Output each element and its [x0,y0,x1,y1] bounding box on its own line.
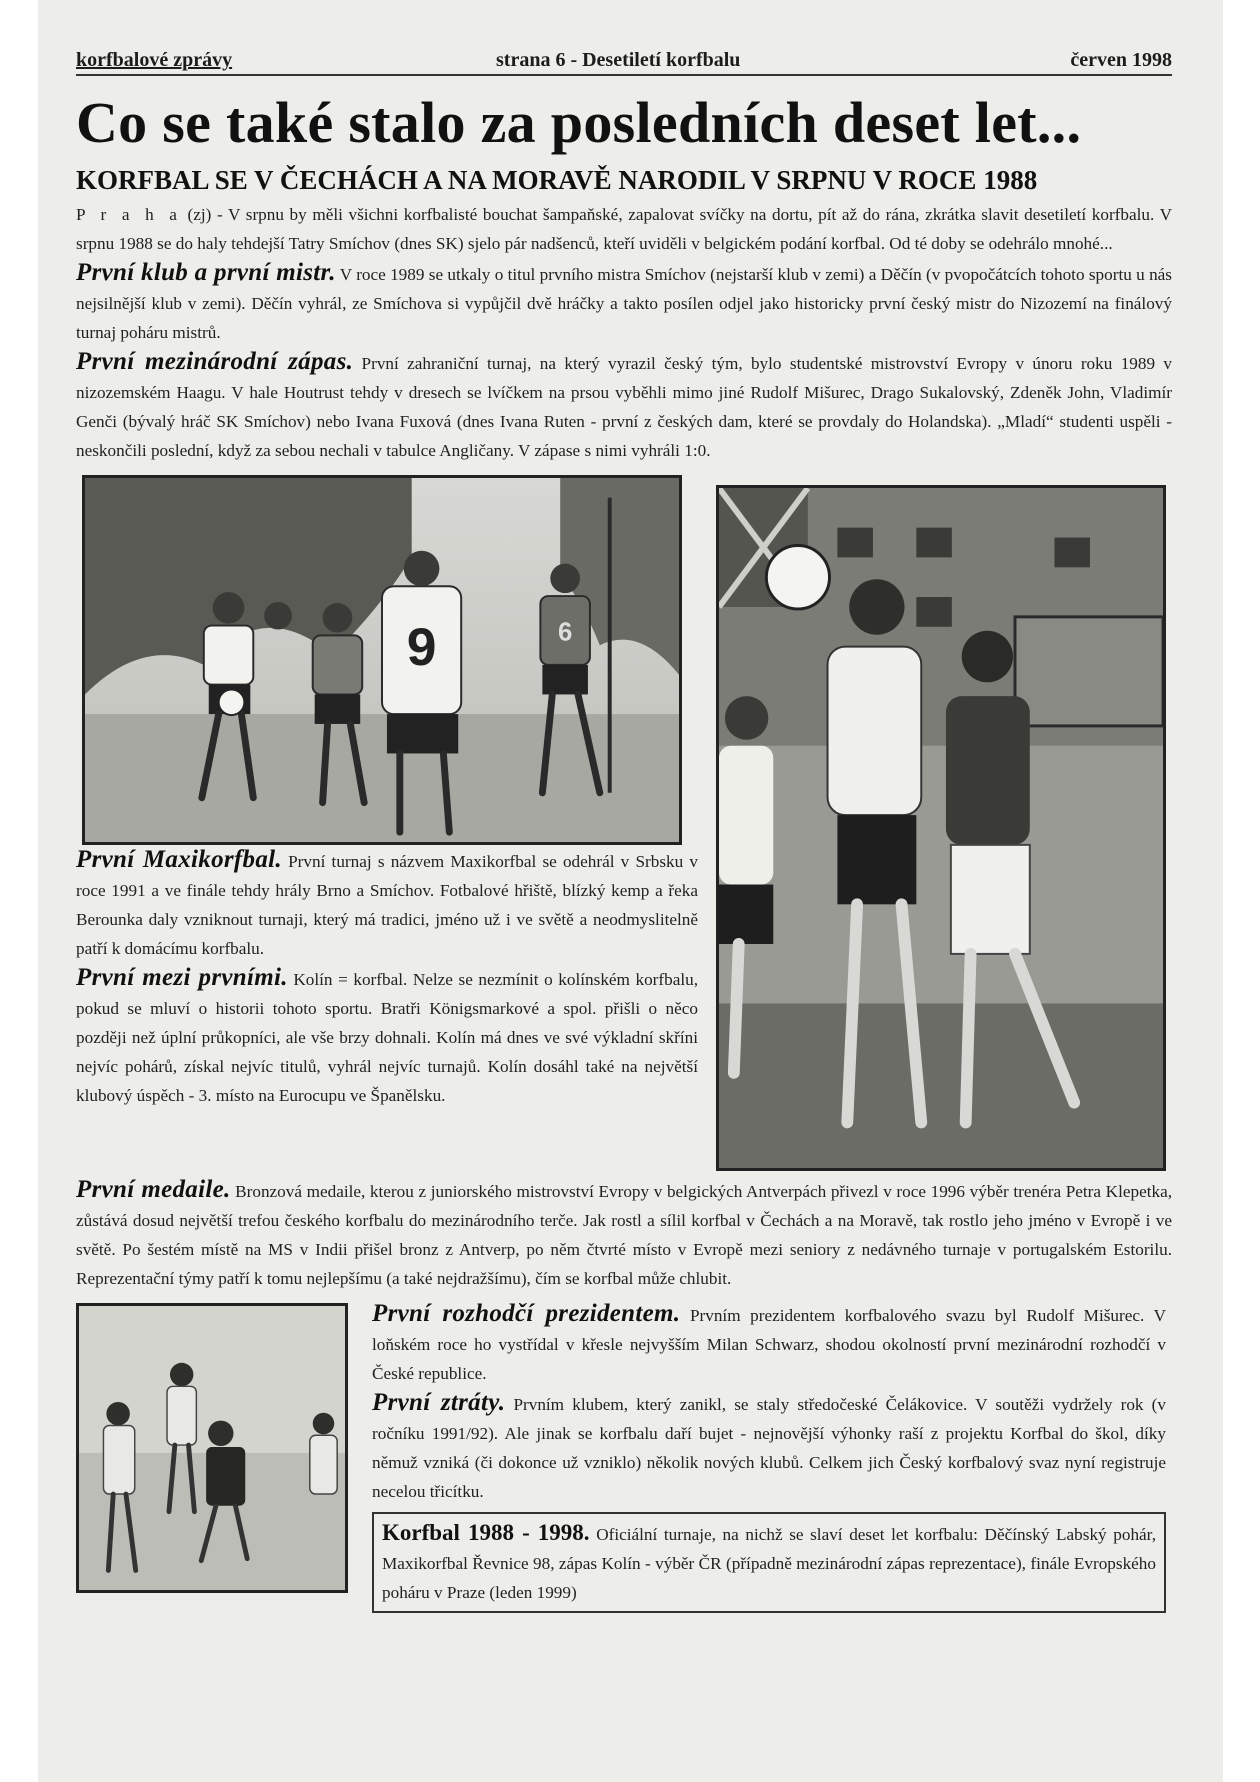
indoor-match-illustration [719,488,1163,1168]
newspaper-page [76,38,1173,1602]
byline: (zj) - [187,205,223,224]
section-first-international [76,347,1172,465]
section-first-losses [372,1388,1166,1506]
anniversary-box [372,1512,1166,1613]
jersey-number: 6 [557,618,573,647]
photo-row [76,475,1172,1175]
section-kicker: První mezinárodní zápas. [76,348,354,375]
section-first-maxikorfbal [76,845,698,963]
article-headline: Co se také stalo za posledních deset let... [76,90,1082,155]
section-first-referee-president [372,1299,1166,1388]
anniversary-box-text [382,1518,1156,1607]
section-text: V roce 1989 se utkaly o titul prvního mistra Smíchov (nejstarší klub v zemi) a Děčín (v pvopočátcích tohoto sportu u nás nejsilnější klub v zemi). Děčín vyhrál, ze Smíchova si vypůjčil dvě hráčky a takto posílen odjel jako historicky první český mistr do Nizozemí na finálový turnaj poháru mistrů. [76,265,1172,342]
section-text: Prvním prezidentem korfbalového svazu byl Rudolf Mišurec. V loňském roce ho vystřídal v křesle nejvyšším Milan Schwarz, shodou okolností první mezinárodní rozhodčí v České republice. [372,1306,1167,1383]
section-first-medal [76,1175,1172,1293]
outdoor-match-photo [82,475,682,845]
lead-paragraph [76,200,1172,258]
box-kicker: Korfbal 1988 - 1998. [382,1520,590,1545]
referee-illustration [79,1306,345,1590]
indoor-match-photo [716,485,1166,1171]
section-kicker: První klub a první mistr. [76,259,336,286]
section-kicker: První medaile. [76,1176,231,1203]
box-text: Oficiální turnaje, na nichž se slaví deset let korfbalu: Děčínský Labský pohár, Maxikorfbal Řevnice 98, zápas Kolín - výběr ČR (případně mezinárodní zápas reprezentace), finále Evropského poháru v Praze (leden 1999) [382,1525,1157,1602]
dateline: P r a h a [76,205,182,224]
issue-date: červen 1998 [1070,49,1172,71]
section-kicker: První mezi prvními. [76,964,288,991]
section-text: Prvním klubem, který zanikl, se staly středočeské Čelákovice. V soutěži vydržely rok (v ročníku 1991/92). Ale jinak se korfbalu daří bujet - nejnovější výhonky raší z projektu Korfbal do škol, díky němuž vzniká (či dokonce už vzniklo) několik nových klubů. Celkem jich Český korfbalový svaz nyní registruje necelou třicítku. [372,1395,1167,1501]
section-first-among-first [76,963,698,1110]
publication-name: korfbalové zprávy [76,49,233,71]
left-column [76,845,698,1110]
outdoor-match-illustration [85,478,679,842]
section-first-club [76,258,1172,347]
bottom-row [76,1299,1172,1602]
section-kicker: První rozhodčí prezidentem. [372,1300,681,1327]
referee-photo [76,1303,348,1593]
section-text: První turnaj s názvem Maxikorfbal se odehrál v Srbsku v roce 1991 a ve finále tehdy hrály Brno a Smíchov. Fotbalové hřiště, blízký kemp a řeka Berounka daly vzniknout turnaji, který má tradici, jméno už i ve světě a neodmyslitelně patří k domácímu korfbalu. [76,852,698,958]
jersey-number: 9 [406,618,437,677]
section-text: Bronzová medaile, kterou z juniorského mistrovství Evropy v belgických Antverpách přivezl v roce 1996 výběr trenéra Petra Klepetka, zůstává dosud největší trefou českého korfbalu do mezinárodního terče. Jak rostl a sílil korfbal v Čechách a na Moravě, tak rostlo jeho jméno v Evropě i ve světě. Po šestém místě na MS v Indii přišel bronz z Antverp, po něm čtvrté místo v Evropě mezi seniory z nedávného turnaje v portugalském Estorilu. Reprezentační týmy patří k tomu nejlepšímu (a také nejdražšímu), čím se korfbal může chlubit. [76,1182,1173,1288]
section-text: První zahraniční turnaj, na který vyrazil český tým, bylo studentské mistrovství Evropy v únoru roku 1989 v nizozemském Haagu. V hale Houtrust tehdy v dresech se lvíčkem na prsou vyběhli mimo jiné Rudolf Mišurec, Drago Sukalovský, Zdeněk John, Vladimír Genči (bývalý hráč SK Smíchov) nebo Ivana Fuxová (dnes Ivana Ruten - první z českých dam, které se provdaly do Holandska). „Mladí“ studenti uspěli - neskončili poslední, když za sebou nechali v tabulce Angličany. V zápase s nimi vyhráli 1:0. [76,354,1173,460]
right-column [372,1299,1166,1613]
section-text: Kolín = korfbal. Nelze se nezmínit o kolínském korfbalu, pokud se mluví o historii tohoto sportu. Bratři Königsmarkové a spol. přišli o něco později než úplní průkopníci, ale vše brzy dohnali. Kolín má dnes ve své výkladní skříni nejvíc pohárů, získal nejvíc titulů, vyhrál nejvíc turnajů. Kolín dosáhl také na největší klubový úspěch - 3. místo na Eurocupu ve Španělsku. [76,970,699,1105]
article-subheadline: KORFBAL SE V ČECHÁCH A NA MORAVĚ NARODIL V SRPNU V ROCE 1988 [76,165,1038,195]
section-kicker: První ztráty. [372,1389,506,1416]
running-header [76,38,1172,76]
page-section-label: strana 6 - Desetiletí korfbalu [496,49,741,71]
lead-text: V srpnu by měli všichni korfbalisté bouchat šampaňské, zapalovat svíčky na dortu, pít až do rána, zkrátka slavit desetiletí korfbalu. V srpnu 1988 se do haly tehdejší Tatry Smíchov (dnes SK) sjelo pár nadšenců, kteří uviděli v belgickém podání korfbal. Od té doby se odehrálo mnohé... [76,205,1172,253]
section-kicker: První Maxikorfbal. [76,846,282,873]
